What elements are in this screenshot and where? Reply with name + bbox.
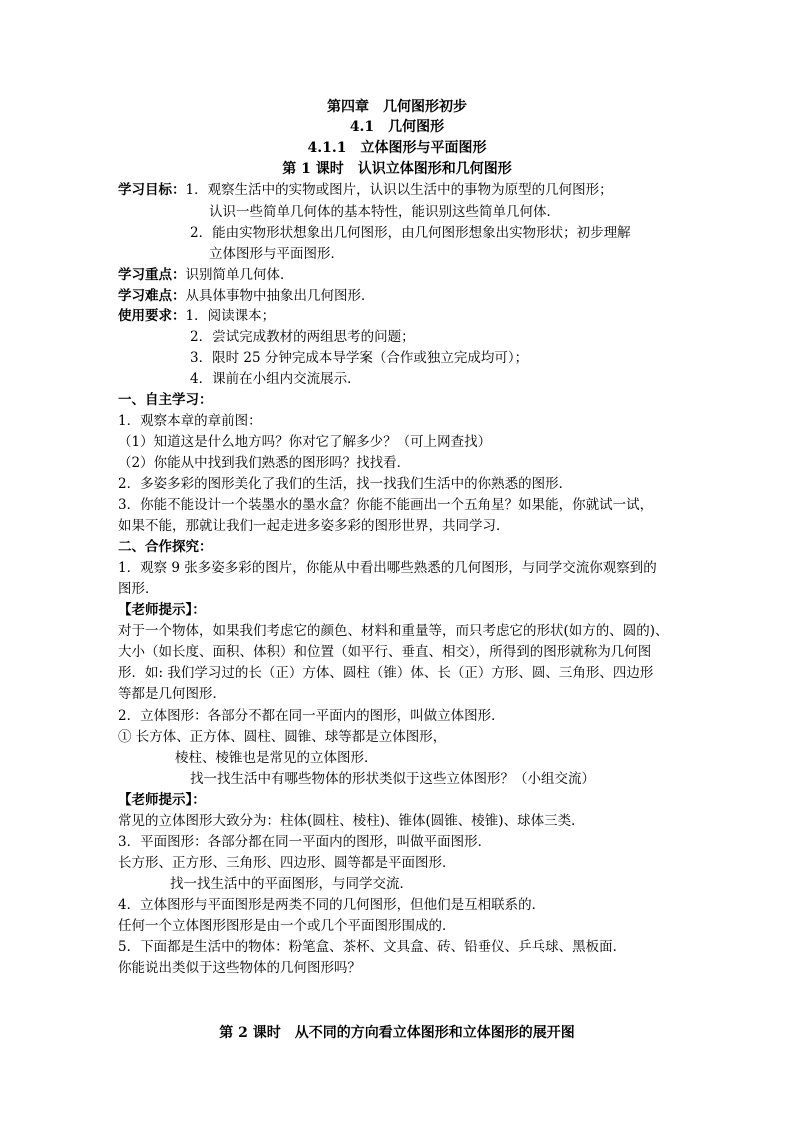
- plane-figure-find: 找一找生活中的平面图形，与同学交流．: [170, 876, 413, 892]
- self-study-line: 1．观察本章的章前图：: [118, 413, 262, 429]
- teacher-tip-label: 【老师提示】：: [118, 602, 206, 618]
- cooperation-heading: 二、合作探究：: [118, 539, 213, 555]
- difficulty-text: 从具体事物中抽象出几何图形．: [185, 288, 375, 304]
- self-study-line: （1）知道这是什么地方吗？你对它了解多少？（可上网查找）: [118, 434, 492, 450]
- solid-figure-examples-1: ① 长方体、正方体、圆柱、圆锥、球等都是立体图形，: [118, 729, 447, 745]
- lesson-1-title: 第 1 课时 认识立体图形和几何图形: [282, 161, 512, 177]
- plane-figure-definition: 3．平面图形：各部分都在同一平面内的图形，叫做平面图形．: [118, 834, 492, 850]
- self-study-line: 2．多姿多彩的图形美化了我们的生活，找一找我们生活中的你熟悉的图形．: [118, 476, 573, 492]
- lesson-2-title: 第 2 课时 从不同的方向看立体图形和立体图形的展开图: [219, 1025, 575, 1041]
- focus-row: [118, 265, 294, 285]
- objectives-label: 学习目标：: [118, 182, 186, 198]
- objective-2-line-2: 立体图形与平面图形．: [209, 246, 344, 262]
- self-study-line: （2）你能从中找到我们熟悉的图形吗？找找看．: [118, 455, 411, 471]
- objectives-row-1: [118, 180, 613, 200]
- solid-figure-categories: 常见的立体图形大致分为：柱体(圆柱、棱柱)、锥体(圆锥、棱锥)、球体三类．: [118, 813, 585, 829]
- objective-1-line-1: 1．观察生活中的实物或图片，认识以生活中的事物为原型的几何图形；: [185, 182, 613, 198]
- subsection-title: 4.1.1 立体图形与平面图形: [307, 140, 487, 156]
- focus-label: 学习重点：: [118, 267, 186, 283]
- requirement-item: 3．限时 25 分钟完成本导学案（合作或独立完成均可）；: [190, 350, 529, 366]
- solid-figure-examples-2: 棱柱、棱锥也是常见的立体图形．: [175, 750, 378, 766]
- section-title: 4.1 几何图形: [349, 119, 445, 135]
- teacher-tip-line: 大小（如长度、面积、体积）和位置（如平行、垂直、相交），所得到的图形就称为几何图: [118, 644, 652, 660]
- chapter-title: 第四章 几何图形初步: [327, 99, 467, 115]
- plane-figure-examples: 长方形、正方形、三角形、四边形、圆等都是平面图形．: [118, 855, 456, 871]
- teacher-tip-line: 对于一个物体，如果我们考虑它的颜色、材料和重量等，而只考虑它的形状(如方的、圆的)、: [118, 623, 669, 639]
- objects-line-1: 5．下面都是生活中的物体：粉笔盒、茶杯、文具盒、砖、铅垂仪、乒乓球、黑板面．: [118, 939, 627, 955]
- requirement-item: 4．课前在小组内交流展示．: [190, 371, 361, 387]
- solid-figure-find: 找一找生活中有哪些物体的形状类似于这些立体图形？（小组交流）: [190, 771, 595, 787]
- difficulty-row: [118, 286, 375, 306]
- question-1-line-1: 1．观察 9 张多姿多彩的图片，你能从中看出哪些熟悉的几何图形，与同学交流你观察到的: [118, 560, 657, 576]
- solid-figure-definition: 2．立体图形：各部分不都在同一平面内的图形，叫做立体图形．: [118, 708, 505, 724]
- focus-text: 识别简单几何体．: [185, 267, 294, 283]
- objects-line-2: 你能说出类似于这些物体的几何图形吗？: [118, 960, 361, 976]
- relation-line-1: 4．立体图形与平面图形是两类不同的几何图形，但他们是互相联系的．: [118, 897, 546, 913]
- teacher-tip-line: 等都是几何图形．: [118, 686, 226, 702]
- question-1-line-2: 图形．: [118, 581, 159, 597]
- relation-line-2: 任何一个立体图形图形是由一个或几个平面图形围成的．: [118, 918, 456, 934]
- requirement-item: 2．尝试完成教材的两组思考的问题；: [190, 329, 415, 345]
- requirements-label: 使用要求：: [118, 308, 186, 324]
- self-study-heading: 一、自主学习：: [118, 392, 213, 408]
- requirement-item: 1．阅读课本；: [185, 308, 276, 324]
- teacher-tip-label: 【老师提示】：: [118, 792, 206, 808]
- requirements-row-1: [118, 306, 275, 326]
- objective-1-line-2: 认识一些简单几何体的基本特性，能识别这些简单几何体．: [209, 204, 560, 220]
- teacher-tip-line: 形．如: 我们学习过的长（正）方体、圆柱（锥）体、长（正）方形、圆、三角形、四边形: [118, 665, 654, 681]
- self-study-line: 如果不能，那就让我们一起走进多姿多彩的图形世界，共同学习．: [118, 518, 510, 534]
- objective-2-line-1: 2．能由实物形状想象出几何图形，由几何图形想象出实物形状；初步理解: [190, 225, 631, 241]
- difficulty-label: 学习难点：: [118, 288, 186, 304]
- self-study-line: 3．你能不能设计一个装墨水的墨水盒？你能不能画出一个五角星？如果能，你就试一试，: [118, 497, 654, 513]
